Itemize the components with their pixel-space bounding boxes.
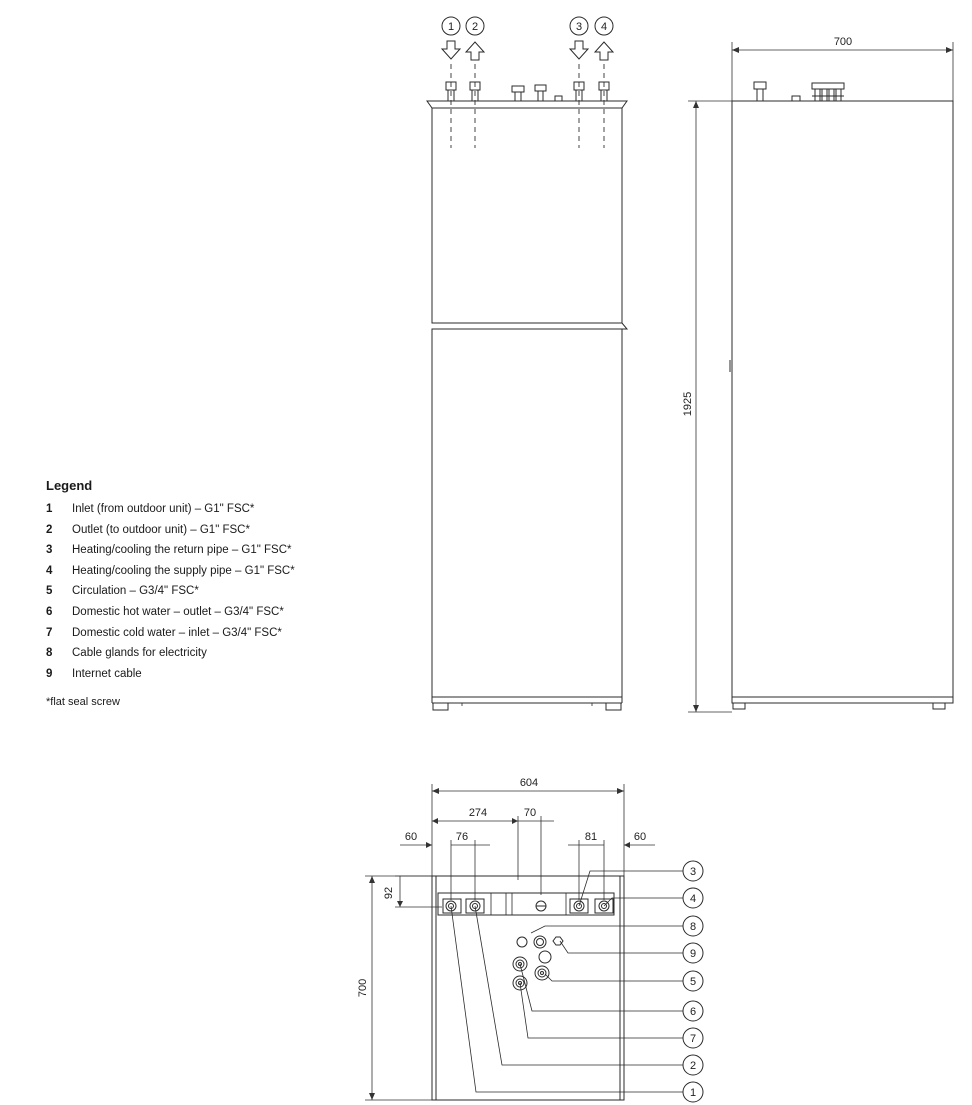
top-callout-1-label: 1 xyxy=(689,1087,697,1099)
front-callout-3-label: 3 xyxy=(575,21,583,33)
up-arrow-icon xyxy=(595,42,613,60)
legend-title: Legend xyxy=(46,478,93,493)
top-callout-1 xyxy=(683,1082,703,1102)
front-callout-2 xyxy=(466,17,484,35)
top-callout-2-label: 2 xyxy=(689,1060,697,1072)
top-callout-2 xyxy=(683,1055,703,1075)
top-callout-6 xyxy=(683,1001,703,1021)
front-callout-2-label: 2 xyxy=(471,21,479,33)
legend-item-text: Cable glands for electricity xyxy=(72,647,207,660)
dim-70: 70 xyxy=(523,807,537,819)
legend-item xyxy=(46,499,386,520)
legend-item-text: Heating/cooling the return pipe – G1" FSC* xyxy=(72,544,292,557)
legend-item xyxy=(46,540,386,561)
legend-item xyxy=(46,581,386,602)
upper-panel xyxy=(432,108,622,323)
dim-76: 76 xyxy=(455,831,469,843)
legend-item-number: 4 xyxy=(46,564,53,577)
legend-item-text: Internet cable xyxy=(72,667,142,680)
legend-item-number: 7 xyxy=(46,626,53,639)
legend-item xyxy=(46,561,386,582)
dim-60-left: 60 xyxy=(404,831,418,843)
down-arrow-icon xyxy=(570,41,588,59)
legend xyxy=(46,478,386,708)
dim-81: 81 xyxy=(584,831,598,843)
legend-item xyxy=(46,520,386,541)
legend-item xyxy=(46,602,386,623)
top-callout-4-label: 4 xyxy=(689,893,697,905)
top-callout-9-label: 9 xyxy=(689,948,697,960)
side-fitting-cluster xyxy=(812,83,844,101)
top-callout-3 xyxy=(683,861,703,881)
cable-gland-left xyxy=(517,937,527,947)
legend-item-number: 5 xyxy=(46,585,53,598)
top-callout-8 xyxy=(683,916,703,936)
legend-item-text: Inlet (from outdoor unit) – G1" FSC* xyxy=(72,503,255,515)
front-callout-1 xyxy=(442,17,460,35)
top-callout-7 xyxy=(683,1028,703,1048)
legend-footnote: *flat seal screw xyxy=(46,696,120,709)
dim-92: 92 xyxy=(383,886,395,900)
dim-60-right: 60 xyxy=(633,831,647,843)
top-callout-5 xyxy=(683,971,703,991)
front-callout-4-label: 4 xyxy=(600,21,608,33)
legend-item xyxy=(46,623,386,644)
top-callout-7-label: 7 xyxy=(689,1033,697,1045)
legend-item-number: 3 xyxy=(46,544,53,557)
top-callout-3-label: 3 xyxy=(689,866,697,878)
side-width-dimension: 700 xyxy=(833,36,853,48)
front-callout-1-label: 1 xyxy=(447,21,455,33)
front-callout-4 xyxy=(595,17,613,35)
legend-item-text: Outlet (to outdoor unit) – G1" FSC* xyxy=(72,523,250,536)
side-view xyxy=(682,36,953,712)
legend-item-text: Domestic cold water – inlet – G3/4" FSC* xyxy=(72,626,282,639)
pipe-fittings xyxy=(446,82,609,101)
legend-item-number: 2 xyxy=(46,523,53,536)
top-callout-6-label: 6 xyxy=(689,1006,697,1018)
legend-item xyxy=(46,643,386,664)
dim-604: 604 xyxy=(519,777,539,789)
dim-700-depth: 700 xyxy=(357,978,369,998)
front-callout-3 xyxy=(570,17,588,35)
top-callout-8-label: 8 xyxy=(689,921,697,933)
top-callout-5-label: 5 xyxy=(689,976,697,988)
legend-item-number: 1 xyxy=(46,503,53,515)
dim-274: 274 xyxy=(468,807,488,819)
up-arrow-icon xyxy=(466,42,484,60)
legend-item-number: 8 xyxy=(46,647,53,660)
down-arrow-icon xyxy=(442,41,460,59)
top-callout-9 xyxy=(683,943,703,963)
side-height-dimension: 1925 xyxy=(682,391,694,417)
top-callout-4 xyxy=(683,888,703,908)
legend-item-text: Domestic hot water – outlet – G3/4" FSC* xyxy=(72,605,284,618)
pipe-5 xyxy=(535,966,549,980)
lower-panel xyxy=(432,329,622,697)
legend-item-number: 6 xyxy=(46,605,53,618)
top-view xyxy=(357,777,703,1102)
front-view xyxy=(427,17,627,710)
legend-item xyxy=(46,664,386,685)
center-gland xyxy=(536,901,546,911)
legend-item-text: Heating/cooling the supply pipe – G1" FSC* xyxy=(72,564,295,577)
legend-item-text: Circulation – G3/4" FSC* xyxy=(72,585,199,598)
cable-gland-right xyxy=(534,936,546,948)
legend-item-number: 9 xyxy=(46,667,53,680)
